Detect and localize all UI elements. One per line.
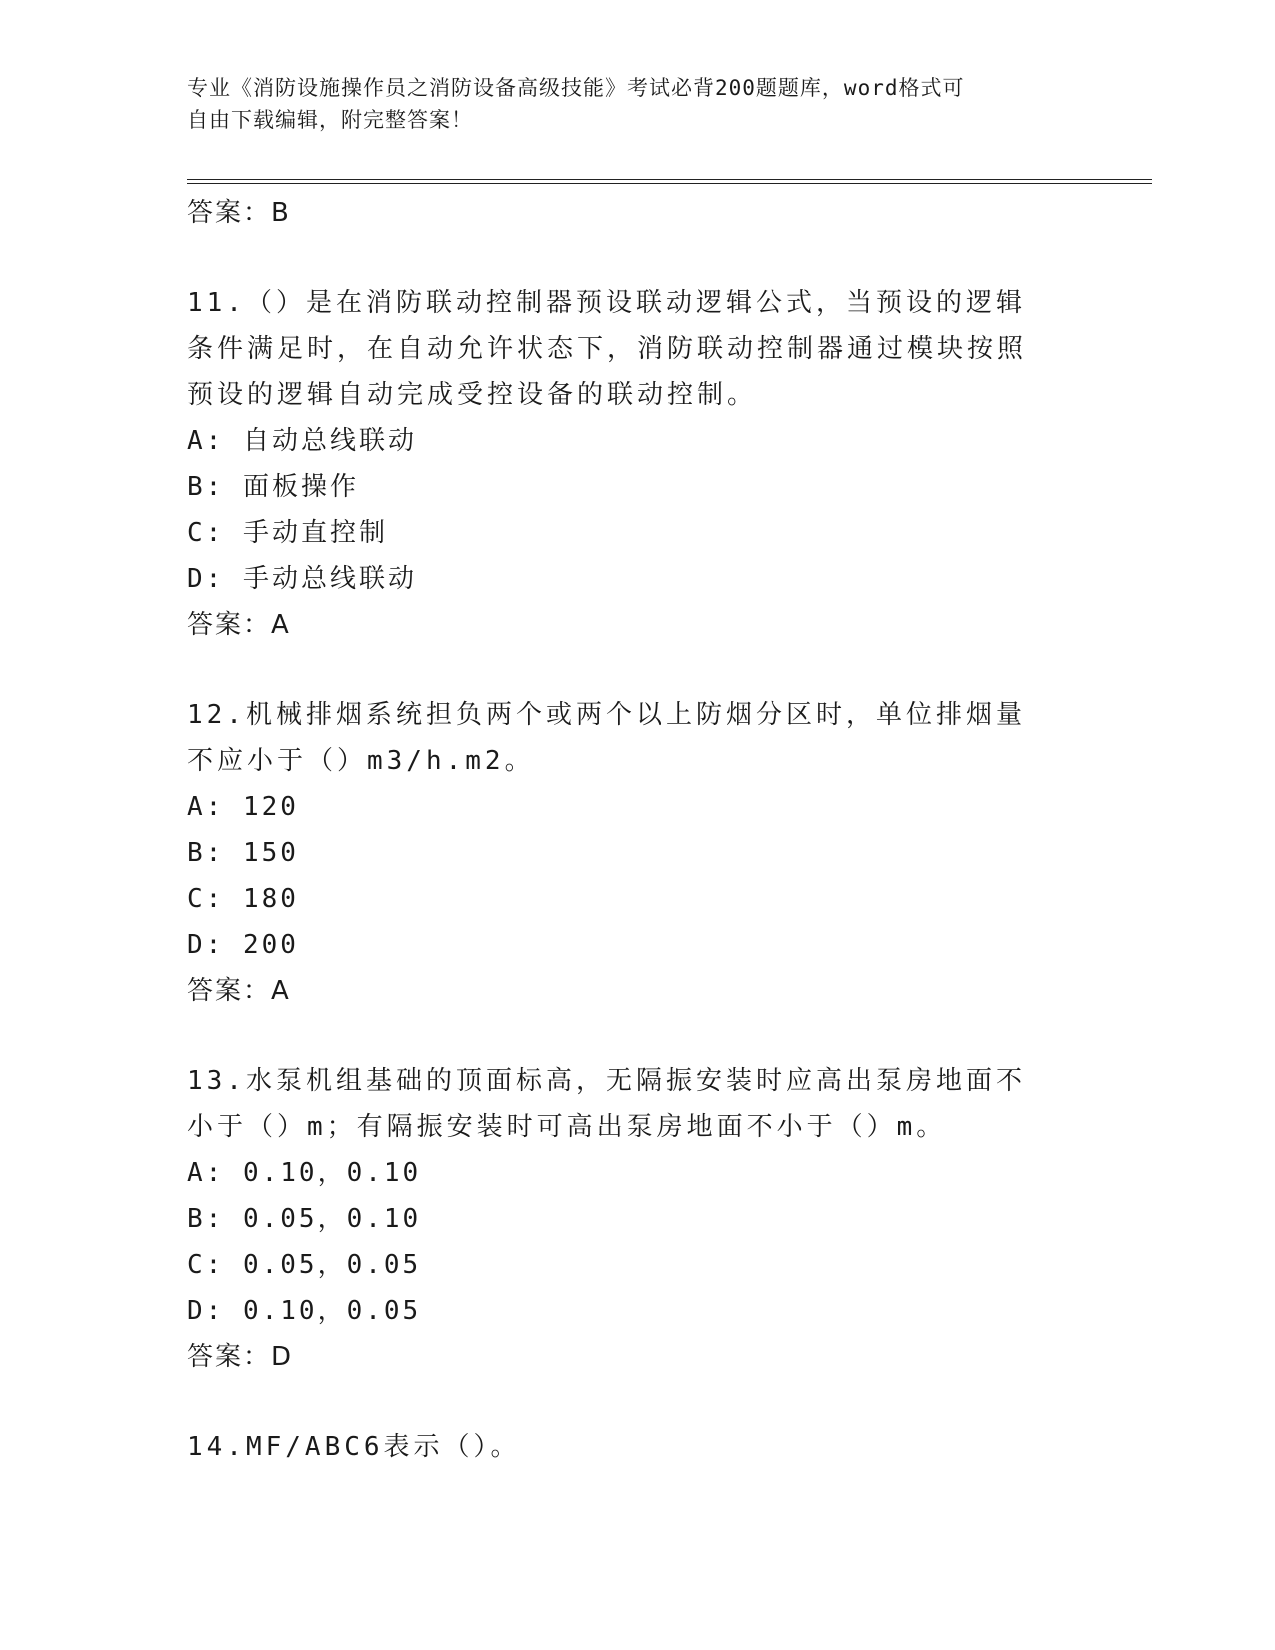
question-11 xyxy=(187,280,1087,648)
question-12 xyxy=(187,692,1087,1014)
option-d: D: 0.10，0.05 xyxy=(187,1296,422,1326)
option-a: A: 120 xyxy=(187,792,299,822)
option-c: C: 180 xyxy=(187,884,299,914)
question-14 xyxy=(187,1424,1087,1470)
option-a: A: 0.10，0.10 xyxy=(187,1158,422,1188)
option-b: B: 0.05，0.10 xyxy=(187,1204,422,1234)
document-header xyxy=(187,72,1067,136)
header-line-1: 专业《消防设施操作员之消防设备高级技能》考试必背200题题库，word格式可 xyxy=(187,76,965,100)
question-text: 11.（）是在消防联动控制器预设联动逻辑公式，当预设的逻辑条件满足时，在自动允许状态下，消防联动控制器通过模块按照预设的逻辑自动完成受控设备的联动控制。 xyxy=(187,288,1028,410)
option-a: A: 自动总线联动 xyxy=(187,426,417,456)
header-divider-top xyxy=(187,179,1152,180)
question-13 xyxy=(187,1058,1087,1380)
answer: 答案：D xyxy=(187,1342,294,1372)
answer: 答案：A xyxy=(187,610,291,640)
option-d: D: 手动总线联动 xyxy=(187,564,417,594)
previous-answer: 答案：B xyxy=(187,198,291,228)
option-c: C: 手动直控制 xyxy=(187,518,388,548)
option-d: D: 200 xyxy=(187,930,299,960)
answer: 答案：A xyxy=(187,976,291,1006)
question-text: 13.水泵机组基础的顶面标高，无隔振安装时应高出泵房地面不小于（）m；有隔振安装时可高出泵房地面不小于（）m。 xyxy=(187,1066,1026,1142)
option-c: C: 0.05，0.05 xyxy=(187,1250,422,1280)
question-text: 14.MF/ABC6表示（）。 xyxy=(187,1432,521,1462)
document-body xyxy=(187,190,1087,1470)
option-b: B: 面板操作 xyxy=(187,472,359,502)
header-divider-bottom xyxy=(187,183,1152,184)
option-b: B: 150 xyxy=(187,838,299,868)
header-line-2: 自由下载编辑，附完整答案！ xyxy=(187,108,473,132)
question-text: 12.机械排烟系统担负两个或两个以上防烟分区时，单位排烟量不应小于（）m3/h.m2。 xyxy=(187,700,1026,776)
